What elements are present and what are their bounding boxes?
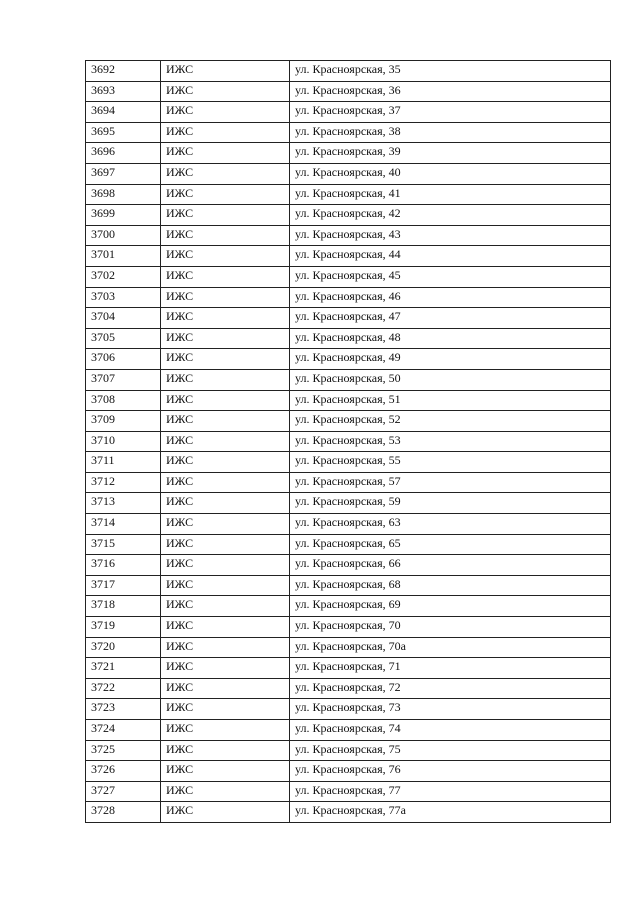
row-type-cell: ИЖС	[161, 411, 290, 432]
row-number-cell: 3700	[86, 225, 161, 246]
row-address-cell: ул. Красноярская, 63	[290, 514, 611, 535]
row-type-cell: ИЖС	[161, 472, 290, 493]
row-number-cell: 3693	[86, 81, 161, 102]
row-address-cell: ул. Красноярская, 77а	[290, 802, 611, 823]
row-address-cell: ул. Красноярская, 49	[290, 349, 611, 370]
row-type-cell: ИЖС	[161, 781, 290, 802]
row-type-cell: ИЖС	[161, 761, 290, 782]
row-number-cell: 3723	[86, 699, 161, 720]
row-number-cell: 3703	[86, 287, 161, 308]
table-row	[86, 596, 611, 617]
table-row	[86, 328, 611, 349]
row-number-cell: 3728	[86, 802, 161, 823]
row-type-cell: ИЖС	[161, 328, 290, 349]
table-row	[86, 163, 611, 184]
row-number-cell: 3726	[86, 761, 161, 782]
row-address-cell: ул. Красноярская, 35	[290, 61, 611, 82]
row-address-cell: ул. Красноярская, 51	[290, 390, 611, 411]
row-type-cell: ИЖС	[161, 390, 290, 411]
row-number-cell: 3725	[86, 740, 161, 761]
row-address-cell: ул. Красноярская, 45	[290, 266, 611, 287]
row-number-cell: 3722	[86, 678, 161, 699]
table-row	[86, 493, 611, 514]
row-type-cell: ИЖС	[161, 678, 290, 699]
row-type-cell: ИЖС	[161, 266, 290, 287]
row-number-cell: 3709	[86, 411, 161, 432]
row-address-cell: ул. Красноярская, 75	[290, 740, 611, 761]
row-number-cell: 3702	[86, 266, 161, 287]
row-address-cell: ул. Красноярская, 53	[290, 431, 611, 452]
table-row	[86, 411, 611, 432]
row-type-cell: ИЖС	[161, 308, 290, 329]
table-row	[86, 761, 611, 782]
row-type-cell: ИЖС	[161, 205, 290, 226]
table-row	[86, 658, 611, 679]
table-row	[86, 81, 611, 102]
row-address-cell: ул. Красноярская, 72	[290, 678, 611, 699]
row-type-cell: ИЖС	[161, 246, 290, 267]
table-row	[86, 308, 611, 329]
row-type-cell: ИЖС	[161, 369, 290, 390]
table-row	[86, 740, 611, 761]
table-row	[86, 575, 611, 596]
table-row	[86, 143, 611, 164]
table-row	[86, 534, 611, 555]
row-number-cell: 3719	[86, 617, 161, 638]
row-type-cell: ИЖС	[161, 163, 290, 184]
row-address-cell: ул. Красноярская, 77	[290, 781, 611, 802]
row-number-cell: 3704	[86, 308, 161, 329]
row-address-cell: ул. Красноярская, 76	[290, 761, 611, 782]
table-row	[86, 431, 611, 452]
row-number-cell: 3701	[86, 246, 161, 267]
row-address-cell: ул. Красноярская, 52	[290, 411, 611, 432]
row-number-cell: 3715	[86, 534, 161, 555]
row-address-cell: ул. Красноярская, 66	[290, 555, 611, 576]
row-number-cell: 3706	[86, 349, 161, 370]
row-address-cell: ул. Красноярская, 48	[290, 328, 611, 349]
row-number-cell: 3698	[86, 184, 161, 205]
row-type-cell: ИЖС	[161, 555, 290, 576]
row-address-cell: ул. Красноярская, 73	[290, 699, 611, 720]
row-address-cell: ул. Красноярская, 42	[290, 205, 611, 226]
table-row	[86, 720, 611, 741]
row-address-cell: ул. Красноярская, 70а	[290, 637, 611, 658]
row-address-cell: ул. Красноярская, 47	[290, 308, 611, 329]
row-number-cell: 3727	[86, 781, 161, 802]
row-address-cell: ул. Красноярская, 69	[290, 596, 611, 617]
row-type-cell: ИЖС	[161, 637, 290, 658]
table-row	[86, 390, 611, 411]
row-address-cell: ул. Красноярская, 37	[290, 102, 611, 123]
row-number-cell: 3712	[86, 472, 161, 493]
row-number-cell: 3692	[86, 61, 161, 82]
row-number-cell: 3705	[86, 328, 161, 349]
row-type-cell: ИЖС	[161, 349, 290, 370]
row-type-cell: ИЖС	[161, 534, 290, 555]
row-number-cell: 3694	[86, 102, 161, 123]
row-address-cell: ул. Красноярская, 40	[290, 163, 611, 184]
row-type-cell: ИЖС	[161, 122, 290, 143]
table-row	[86, 637, 611, 658]
row-number-cell: 3708	[86, 390, 161, 411]
row-number-cell: 3718	[86, 596, 161, 617]
row-type-cell: ИЖС	[161, 493, 290, 514]
table-row	[86, 802, 611, 823]
row-number-cell: 3696	[86, 143, 161, 164]
row-address-cell: ул. Красноярская, 44	[290, 246, 611, 267]
row-type-cell: ИЖС	[161, 143, 290, 164]
table-row	[86, 225, 611, 246]
row-number-cell: 3697	[86, 163, 161, 184]
row-type-cell: ИЖС	[161, 514, 290, 535]
table-row	[86, 617, 611, 638]
row-number-cell: 3717	[86, 575, 161, 596]
row-address-cell: ул. Красноярская, 55	[290, 452, 611, 473]
row-number-cell: 3714	[86, 514, 161, 535]
row-number-cell: 3720	[86, 637, 161, 658]
row-type-cell: ИЖС	[161, 617, 290, 638]
row-type-cell: ИЖС	[161, 596, 290, 617]
row-type-cell: ИЖС	[161, 287, 290, 308]
row-type-cell: ИЖС	[161, 431, 290, 452]
table-row	[86, 555, 611, 576]
row-address-cell: ул. Красноярская, 50	[290, 369, 611, 390]
row-address-cell: ул. Красноярская, 38	[290, 122, 611, 143]
row-type-cell: ИЖС	[161, 225, 290, 246]
table-row	[86, 246, 611, 267]
row-type-cell: ИЖС	[161, 452, 290, 473]
row-number-cell: 3699	[86, 205, 161, 226]
row-type-cell: ИЖС	[161, 575, 290, 596]
row-type-cell: ИЖС	[161, 699, 290, 720]
row-address-cell: ул. Красноярская, 39	[290, 143, 611, 164]
table-row	[86, 102, 611, 123]
table-row	[86, 349, 611, 370]
row-number-cell: 3713	[86, 493, 161, 514]
row-number-cell: 3707	[86, 369, 161, 390]
table-row	[86, 452, 611, 473]
row-address-cell: ул. Красноярская, 43	[290, 225, 611, 246]
table-row	[86, 678, 611, 699]
row-number-cell: 3695	[86, 122, 161, 143]
row-address-cell: ул. Красноярская, 46	[290, 287, 611, 308]
table-row	[86, 781, 611, 802]
row-type-cell: ИЖС	[161, 184, 290, 205]
row-address-cell: ул. Красноярская, 68	[290, 575, 611, 596]
row-type-cell: ИЖС	[161, 81, 290, 102]
table-row	[86, 266, 611, 287]
table-body	[86, 61, 611, 823]
row-address-cell: ул. Красноярская, 71	[290, 658, 611, 679]
row-address-cell: ул. Красноярская, 70	[290, 617, 611, 638]
row-number-cell: 3710	[86, 431, 161, 452]
table-row	[86, 122, 611, 143]
row-type-cell: ИЖС	[161, 61, 290, 82]
row-number-cell: 3721	[86, 658, 161, 679]
table-row	[86, 514, 611, 535]
table-row	[86, 699, 611, 720]
row-address-cell: ул. Красноярская, 59	[290, 493, 611, 514]
row-number-cell: 3724	[86, 720, 161, 741]
table-row	[86, 287, 611, 308]
row-type-cell: ИЖС	[161, 102, 290, 123]
table-row	[86, 205, 611, 226]
row-address-cell: ул. Красноярская, 74	[290, 720, 611, 741]
row-address-cell: ул. Красноярская, 65	[290, 534, 611, 555]
table-row	[86, 472, 611, 493]
row-type-cell: ИЖС	[161, 658, 290, 679]
row-address-cell: ул. Красноярская, 41	[290, 184, 611, 205]
row-type-cell: ИЖС	[161, 720, 290, 741]
row-number-cell: 3711	[86, 452, 161, 473]
table-row	[86, 61, 611, 82]
row-address-cell: ул. Красноярская, 57	[290, 472, 611, 493]
row-address-cell: ул. Красноярская, 36	[290, 81, 611, 102]
table-row	[86, 369, 611, 390]
row-type-cell: ИЖС	[161, 740, 290, 761]
row-number-cell: 3716	[86, 555, 161, 576]
row-type-cell: ИЖС	[161, 802, 290, 823]
table-row	[86, 184, 611, 205]
address-table	[85, 60, 611, 823]
